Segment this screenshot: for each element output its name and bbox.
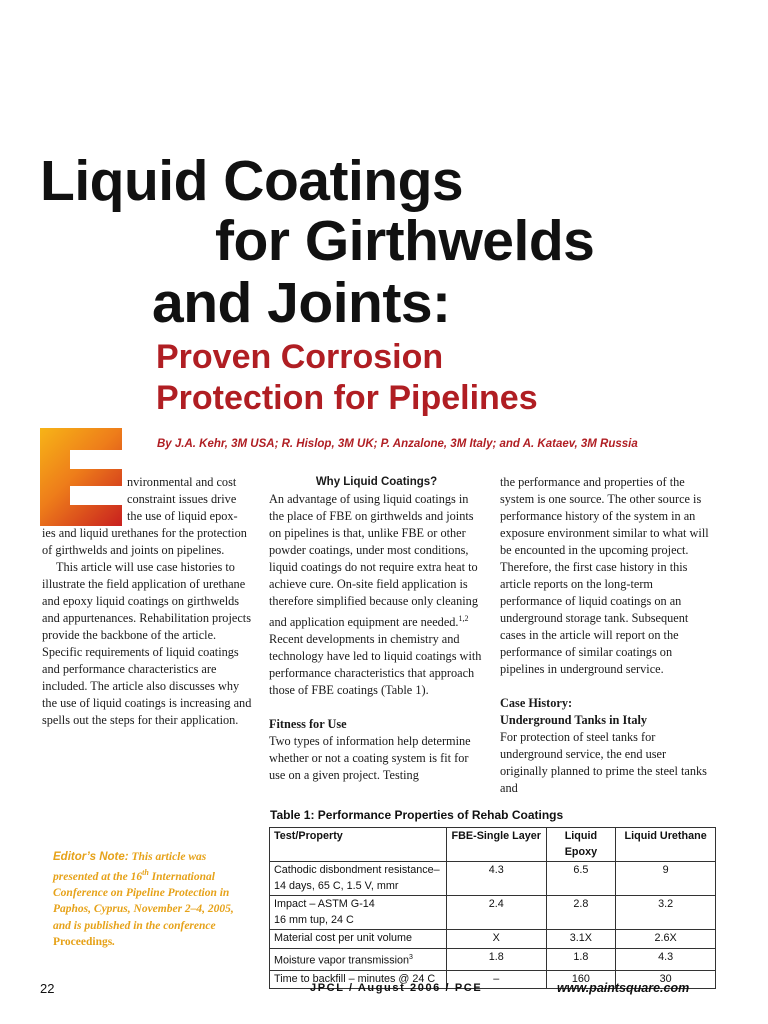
column-1-body (42, 525, 257, 729)
article-title-line-1: Liquid Coatings (40, 149, 464, 213)
table-row (270, 948, 716, 970)
body-paragraph: For protection of steel tanks for underground service, the end user originally planned to prime the steel tanks and (500, 730, 707, 795)
row-label (270, 948, 447, 970)
performance-table (269, 827, 716, 989)
table-cell: 2.4 (446, 896, 546, 930)
drop-cap-e (40, 428, 122, 526)
column-2-body (269, 474, 484, 784)
body-paragraph: Two types of information help determine whether or not a coating system is fit for use on a given project. Testing (269, 734, 471, 783)
body-paragraph: the performance and properties of the system is one source. The other source is performance history of the system in an exposure environment similar to what will be encounted in the upcoming project. Therefore, the first case history in this article reports on the long-term performance of liquid coatings on an underground storage tank. Subsequent cases in the article will report on the performance of similar coatings on pipelines in underground service. (500, 475, 709, 676)
table-title: Table 1: Performance Properties of Rehab Coatings (270, 808, 564, 822)
section-heading: Underground Tanks in Italy (500, 713, 648, 727)
row-label-line: 14 days, 65 C, 1.5 V, mmr (274, 879, 399, 892)
journal-folio: JPCL / August 2006 / PCE (310, 982, 483, 994)
editors-note-text: International Conference on Pipeline Protection in Paphos, Cyprus, November 2–4, 2005, and is published in the conference (53, 871, 234, 932)
row-label (270, 896, 447, 930)
table-cell: 3.2 (616, 896, 716, 930)
table-cell: 2.8 (546, 896, 616, 930)
table-header-row (270, 828, 716, 862)
editors-note (53, 849, 253, 950)
reference-superscript: 1,2 (458, 614, 469, 623)
table-cell: 30 (616, 970, 716, 989)
table-row (270, 930, 716, 949)
proceedings-title: Proceedings (53, 935, 113, 948)
body-paragraph (269, 491, 484, 699)
article-title-line-2: for Girthwelds (215, 209, 595, 273)
section-heading: Case History: (500, 696, 573, 710)
row-label-line: Cathodic disbondment resistance– (274, 864, 440, 876)
table-cell: 1.8 (446, 948, 546, 970)
table-cell: 4.3 (616, 948, 716, 970)
paragraph-text: Recent developments in chemistry and technology have led to liquid coatings with performance characteristics that approach those of FBE coatings (Table 1). (269, 632, 482, 698)
row-label: Material cost per unit volume (270, 930, 447, 949)
table-cell: X (446, 930, 546, 949)
article-subtitle-line-2: Protection for Pipelines (156, 379, 538, 417)
intro-wrapped-lines (127, 474, 257, 525)
editors-note-label: Editor’s Note: (53, 851, 129, 863)
table-cell: 1.8 (546, 948, 616, 970)
row-label (270, 862, 447, 896)
table-row (270, 896, 716, 930)
ordinal-superscript: th (142, 868, 149, 878)
paragraph-text: An advantage of using liquid coatings in the place of FBE on girthwelds and joints on pipelines is that, unlike FBE or other powder coatings, under most conditions, liquid coatings do not require extra heat to achieve cure. On-site field application is therefore simplified because only cleaning and application equipment are needed. (269, 492, 478, 630)
row-label-line: Impact – ASTM G-14 (274, 898, 375, 910)
article-subtitle-line-1: Proven Corrosion (156, 338, 444, 376)
intro-line: the use of liquid epox- (127, 509, 238, 523)
row-label-line: Moisture vapor transmission (274, 954, 410, 967)
row-label-line: 16 mm tup, 24 C (274, 913, 354, 926)
website-url: www.paintsquare.com (557, 981, 690, 995)
section-heading: Fitness for Use (269, 717, 347, 732)
table-cell: 9 (616, 862, 716, 896)
column-3-body (500, 474, 716, 797)
section-heading: Why Liquid Coatings? (315, 476, 438, 488)
body-paragraph: This article will use case histories to illustrate the field application of urethane and epoxy liquid coatings on girthwelds and appurtenances. Rehabilitation projects provide the backbone of the article. Specific requirements of liquid coatings and performance characteristics are included. The article also discusses why the use of liquid coatings is increasing and spells out the steps for their application. (42, 560, 252, 727)
table-cell: 6.5 (546, 862, 616, 896)
intro-line: nvironmental and cost (127, 475, 237, 489)
editors-note-text: . (112, 935, 116, 948)
row-label: Time to backfill – minutes @ 24 C (270, 970, 447, 989)
reference-superscript: 3 (409, 953, 413, 961)
intro-line: constraint issues drive (127, 492, 237, 506)
intro-paragraph-rest: ies and liquid urethanes for the protection of girthwelds and joints on pipelines. (42, 526, 247, 557)
column-header: Test/Property (270, 828, 447, 862)
table-cell: 2.6X (616, 930, 716, 949)
table-cell: 160 (546, 970, 616, 989)
column-header: FBE-Single Layer (446, 828, 546, 862)
article-title-line-3: and Joints: (152, 271, 451, 335)
table-row (270, 862, 716, 896)
table-cell: 4.3 (446, 862, 546, 896)
column-header: Liquid Urethane (616, 828, 716, 862)
editors-note-text: This article was presented at the 16 (53, 851, 207, 884)
page-number: 22 (40, 981, 55, 996)
column-header: Liquid Epoxy (546, 828, 616, 862)
table-cell: – (446, 970, 546, 989)
author-byline: By J.A. Kehr, 3M USA; R. Hislop, 3M UK; P. Anzalone, 3M Italy; and A. Kataev, 3M Russia (157, 438, 638, 450)
table-cell: 3.1X (546, 930, 616, 949)
